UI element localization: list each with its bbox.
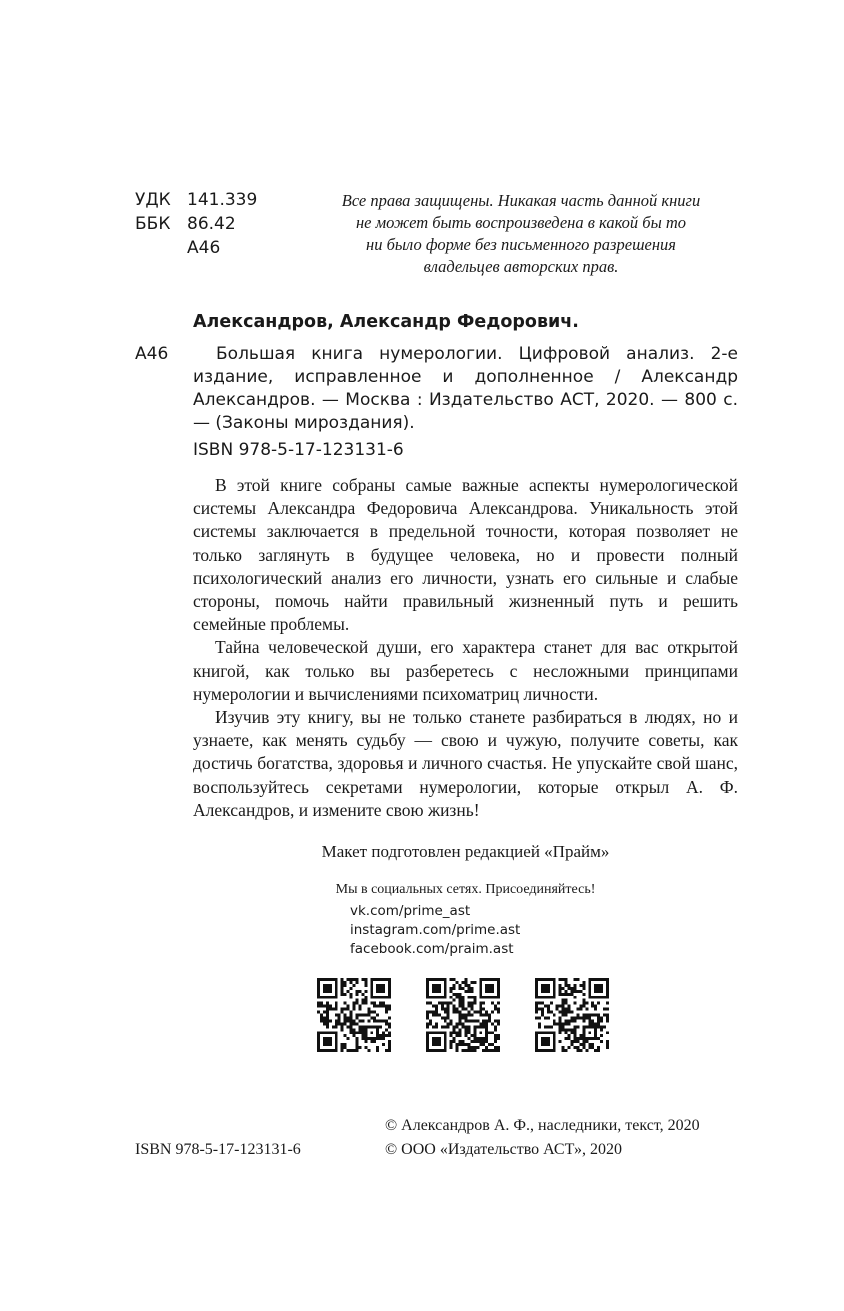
rights-line: ни было форме без письменного разрешения [366, 235, 676, 254]
social-heading: Мы в социальных сетях. Присоединяйтесь! [335, 882, 596, 897]
rights-line: не может быть воспроизведена в какой бы то [355, 213, 687, 232]
author-heading: Александров, Александр Федорович. [193, 312, 579, 332]
layout-credit: Макет подготовлен редакцией «Прайм» [321, 842, 610, 861]
isbn-bottom: ISBN 978-5-17-123131-6 [135, 1141, 301, 1158]
social-link-instagram[interactable]: instagram.com/prime.ast [350, 922, 521, 938]
qr-code-icon [317, 978, 391, 1052]
rights-line: Все права защищены. Никакая часть данной книги [341, 191, 701, 210]
annotation-paragraph: Изучив эту книгу, вы не только станете разбираться в людях, но и узнаете, как менять судьбу — свою и чужую, получите советы, как достичь богатства, здоровья и личного счастья. Не упускайте свой шанс, воспользуйтесь секретами нумерологии, которые открыл А. Ф. Александров, и измените свою жизнь! [193, 707, 738, 820]
udk-label: УДК [135, 190, 171, 210]
bbk-row [135, 212, 236, 236]
biblio-mark: А46 [135, 344, 169, 364]
udk-row [135, 188, 257, 212]
rights-line: владельцев авторских прав. [423, 257, 619, 276]
isbn: ISBN 978-5-17-123131-6 [193, 440, 404, 460]
bbk-label: ББК [135, 214, 171, 234]
annotation-paragraph: В этой книге собраны самые важные аспекты нумерологической системы Александра Федоровича Александрова. Уникальность этой системы заключается в предельной точности, которая позволяет не только заглянуть в будущее человека, но и провести полный психологический анализ его личности, узнать его сильные и слабые стороны, помочь найти правильный жизненный путь и решить семейные проблемы. [193, 475, 738, 635]
bbk-value: 86.42 [187, 214, 236, 234]
social-link-facebook[interactable]: facebook.com/praim.ast [350, 941, 514, 957]
annotation [193, 474, 738, 822]
biblio-description: Большая книга нумерологии. Цифровой анализ. 2-е издание, исправленное и дополненное / Александр Александров. — Москва : Издательство АСТ, 2020. — 800 с. — (Законы мироздания). [193, 344, 738, 433]
udk-value: 141.339 [187, 190, 258, 210]
qr-code-icon [535, 978, 609, 1052]
copyright-line: © Александров А. Ф., наследники, текст, 2020 [385, 1117, 700, 1134]
rights-notice [300, 190, 742, 278]
qr-code-icon [426, 978, 500, 1052]
annotation-paragraph: Тайна человеческой души, его характера станет для вас открытой книгой, как только вы разберетесь с несложными принципами нумерологии и вычислениями психоматриц личности. [193, 637, 738, 704]
copyright-line: © ООО «Издательство АСТ», 2020 [385, 1141, 622, 1158]
author-mark: А46 [187, 238, 221, 258]
social-link-vk[interactable]: vk.com/prime_ast [350, 903, 471, 919]
